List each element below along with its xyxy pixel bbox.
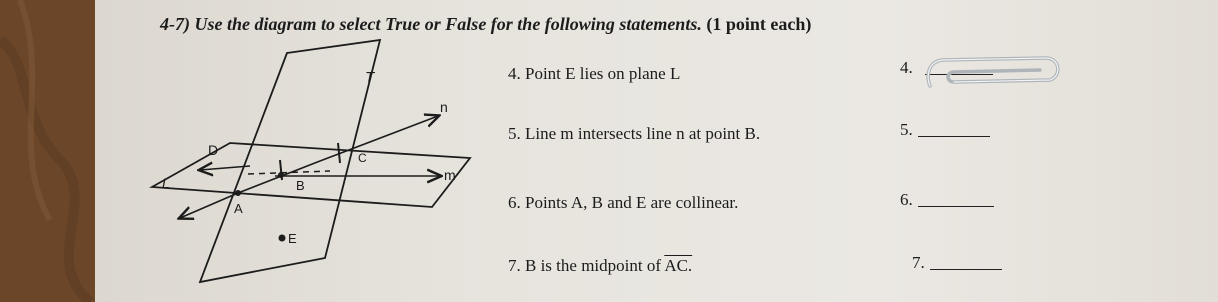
answer-7-blank[interactable]	[930, 269, 1002, 270]
question-4: 4. Point E lies on plane L	[508, 64, 681, 83]
question-5: 5. Line m intersects line n at point B.	[508, 124, 761, 143]
label-point-d: D	[208, 142, 219, 158]
point-b-dot	[278, 172, 284, 178]
instruction-text: 4-7) Use the diagram to select True or False for the following statements.	[160, 14, 702, 34]
label-line-n: n	[440, 99, 448, 115]
answer-4-number: 4.	[900, 58, 913, 77]
answer-6-blank[interactable]	[918, 206, 994, 207]
plane-l	[152, 143, 470, 207]
geometry-diagram	[0, 0, 520, 302]
answer-5-number: 5.	[900, 120, 913, 139]
label-point-e: E	[288, 231, 297, 246]
answer-5-blank[interactable]	[918, 136, 990, 137]
question-7-text: 7. B is the midpoint of	[508, 256, 665, 275]
paperclip	[920, 54, 1070, 96]
question-7	[508, 256, 692, 276]
label-line-m: m	[444, 167, 456, 183]
label-point-a: A	[234, 201, 243, 216]
label-point-c: C	[358, 151, 367, 165]
point-e-dot	[279, 235, 286, 242]
label-plane-l: L	[162, 175, 170, 191]
label-point-b: B	[296, 178, 305, 193]
label-plane-t: T	[365, 69, 375, 86]
segment-ac: AC.	[664, 256, 693, 275]
answer-7-number: 7.	[912, 253, 925, 272]
question-6: 6. Points A, B and E are collinear.	[508, 193, 739, 212]
answer-6-number: 6.	[900, 190, 913, 209]
point-a-dot	[235, 190, 241, 196]
points-note: (1 point each)	[706, 14, 812, 34]
